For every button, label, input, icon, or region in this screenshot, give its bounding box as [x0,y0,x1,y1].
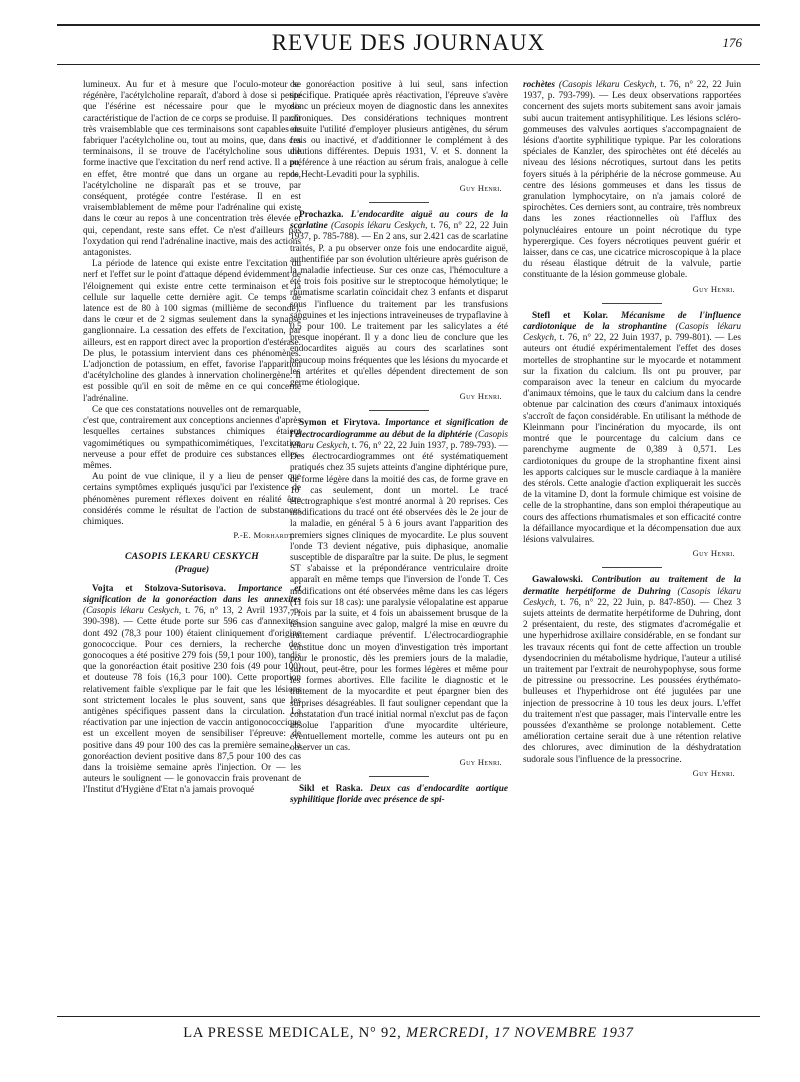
separator [602,303,662,304]
signature: Guy Henri. [692,283,735,294]
article-body: — En 2 ans, sur 2.421 cas de scarlatine traités, P. a pu observer onze fois une endocardite aiguë, authentifiée par son évolution ultérieure après guérison de la maladie infectieuse. Sur ces onze cas, l'hémoculture a été trois fois positive sur le streptocoque hémolytique; le rhumatisme scarlatin coïncidait chez 3 enfants et disparut sous l'influence du traitement par les transfusions sanguines et les injections intraveineuses de trypaflavine à 0,5 pour 100. Le traitement par les salicylates a été presque inopérant. Il y a donc lieu de conclure que les endocardites aiguës au cours des scarlatines sont beaucoup moins fréquentes que les lésions du myocarde et les artérites et qu'elles dépendent directement de son germe étiologique. [290,232,508,389]
article-authors: Stefl et Kolar. [532,310,609,321]
top-rule [57,24,760,26]
header-rule [57,64,760,65]
signature: Guy Henri. [692,548,735,559]
page-footer [57,1025,760,1042]
signature: P.-E. Morhardt. [233,530,295,541]
article-sikl [290,784,508,806]
article-prochazka [290,210,508,389]
article-body: — Chez 3 sujets atteints de dermatite herpétiforme de Duhring, dont 2 présentaient, du reste, des stigmates d'acromégalie et une hyperhidrose axillaire considérable, en se fondant sur les travaux récents qui font de cette affection un trouble dysendocrinien du métabolisme hydrique, l'auteur a utilisé un traitement par l'extrait de neurohypophyse, sous forme de pitressine ou pressocrine. Les poussées érythémato-bulleuses et l'hyperhidrose ont été jugulées par une injection de pressocrine à 10 tous les deux jours. L'effet du traitement n'est que passager, mais l'intervalle entre les poussées d'exanthème se prolonge notablement. Cette amélioration certaine serait due à une rétention relative des chlorures, avec diminution de la déshydratation sudorale sous l'influence de la pressocrine. [523,597,742,765]
paragraph: La période de latence qui existe entre l'excitation du nerf et l'effet sur le point d'attaque dépend évidemment de l'éloignement qui existe entre cette terminaison et la cellule sur laquelle cette dernière agit. Ce temps de latence est de 80 à 100 sigmas (millième de seconde), dans le cœur et de 2 sigmas seulement dans la synapse ganglionnaire. La cessation des effets de l'excitation, par ailleurs, est en rapport direct avec la proportion d'estérase. De plus, le potassium intervient dans ces phénomènes. L'adjonction de potassium, en effet, favorise l'apparition d'acétylcholine des glandes à innervation cholinergène. Il est possible qu'il en soit de même en ce qui concerne l'adrénaline. [83,259,301,404]
article-authors: Vojta et Stolzova-Sutorisova. [92,583,226,594]
footer-date: MERCREDI, 17 NOVEMBRE 1937 [406,1025,634,1041]
article-body: — Les deux observations rapportées concernent des sujets morts subitement sans avoir jamais subi aucun traitement antisyphilitique. Les lésions scléro-gommeuses des valvules aortiques s'accompagnaient de lésions d'aortite syphilitique typique. Par les colorations spéciales de Kanzler, des spirochètes ont été décelés au niveau des lésions nécrotiques, surtout dans les petits foyers situés à la périphérie de la nécrose gommeuse. Au centre des lésions gommeuses et dans les tissus de granulation lymphocytaire, on n'a jamais coloré de spirochètes. Ces derniers sont, au contraire, très nombreux dans les zones réactionnelles où l'afflux des polynucléaires entoure un point nécrotique du type hyperergique. Ces foyers nécrotiques peuvent guérir et laisser, dans ce cas, une cicatrice microscopique à la place du réseau élastique détruit de la valvule, partie constituante de la lésion gommeuse globale. [523,91,741,281]
article-title: Contribution au traitement de la dermatite herpétiforme de Duhring [523,575,741,597]
separator [602,567,662,568]
paragraph: lumineux. Au fur et à mesure que l'oculo-moteur se régénère, l'acétylcholine reparaît, d'abord à dose si petite que l'ésérine est nécessaire pour que le myosis caractéristique de l'action de ce corps se produise. Il paraît très vraisemblable que ces terminaisons sont capables de fabriquer l'acétylcholine ou, tout au moins, que, dans ces terminaisons, il se trouve de l'acétylcholine sous une forme inactive que l'excitation du nerf rend active. Il a pu, en effet, être montré que dans un organe au repos, l'acétylcholine ne disparaît pas et se trouve, par conséquent, protégée contre l'estérase. Il en est vraisemblablement de même pour l'adrénaline qui existe dans le cœur au repos à une concentration très élevée et qui, cependant, reste sans effet. Ce n'est d'ailleurs pas l'oxydation qui rend l'adrénaline inactive, mais des actions antagonistes. [83,80,301,259]
article-gawalowski [523,575,741,765]
article-body: — Cette étude porte sur 596 cas d'annexites, dont 492 (78,3 pour 100) étaient cliniquement d'origine gonococcique. Pour ces derniers, la recherche des gonocoques a été positive 279 fois (59,1 pour 100), tandis que la gonoréaction était positive 230 fois (49 pour 100) et douteuse 78 fois (16,3 pour 100). Cette proportion relativement faible s'explique par le fait que les lésions sont strictement locales le plus souvent, sans que les antigènes spécifiques passent dans la circulation. La réactivation par une injection de vaccin antigonococcique est un excellent moyen de sensibiliser l'épreuve: de positive dans 49 pour 100 des cas la première semaine, la gonoréaction devient positive dans 87,5 pour 100 des cas dans la troisième semaine après l'injection. Or — les auteurs le soulignent — le gonovaccin frais provenant de l'Institut d'Hygiène d'Etat n'a jamais provoqué [83,617,301,796]
footer-issue: N° 92, [358,1025,402,1041]
article-title: Mécanisme de l'influence cardiotonique de la strophantine [523,310,742,333]
article-citation: (Casopis lékaru Ceskych, [330,221,428,232]
column-3 [523,80,741,787]
footer-rule [57,1016,760,1017]
article-authors: Prochazka. [299,210,344,221]
signature: Guy Henri. [459,182,502,193]
separator [369,776,429,777]
article-title: L'endocardite aiguë au cours de la scarlatine [290,210,508,232]
signature: Guy Henri. [692,767,735,778]
article-vojta [83,584,301,797]
article-title: rochètes [523,80,556,90]
article-authors: Sikl et Raska. [299,783,363,794]
article-citation: (Casopis lékaru Ceskych, [558,80,657,90]
section-place: (Prague) [174,564,210,575]
article-citation: (Casopis lékaru Ceskych, [290,429,509,451]
article-body: — Les auteurs ont étudié expérimentalement l'effet des doses mortelles de strophantine sur le myocarde et notamment sur la fixation du calcium. Ils ont pu prouver, par comparaison avec la teneur en calcium du myocarde d'animaux témoins, que le taux du calcium dans la cendre obtenue par calcination des cœurs d'animaux intoxiqués s'accroît de façon considérable. En utilisant la méthode de Kleinmann pour l'incinération du myocarde, ils ont montré que le pourcentage du calcium dans ce parenchyme augmente de 0,389 à 0,571. Les cardiotoniques du groupe de la strophantine fixent ainsi les apports calciques sur le muscle cardiaque à la manière des stérols. Cette analogie d'action expliquerait les succès de la vitamine D, dont la formule chimique est voisine de celle de la strophantine, dans son emploi thérapeutique au cours des affections rhumatismales et son efficacité contre la défaillance myocardique et la décompensation due aux lésions valvulaires. [523,333,742,545]
article-citation-rest: t. 76, n° 22, 22 Juin 1937, p. 785-788). [290,221,509,243]
signature: Guy Henri. [459,391,502,402]
article-citation-rest: t. 76, n° 22, 22 Juin 1937, p. 793-799). [523,80,742,102]
article-title: Importance et signification de la gonoréaction dans les annexites [83,583,301,605]
article-citation-rest: t. 76, n° 13, 2 Avril 1937, p. 390-398). [83,606,302,628]
separator [369,202,429,203]
article-authors: Symon et Firytova. [299,418,381,429]
article-citation-rest: t. 76, n° 22, 22 Juin 1937, p. 789-793). [351,440,497,451]
separator [369,410,429,411]
page-number: 176 [722,35,742,50]
article-citation: (Casopis lékaru Ceskych, [523,322,742,344]
article-title: Importance et signification de l'électrocardiogramme au début de la diphtérie [290,418,509,440]
column-1 [83,80,301,797]
article-citation: (Casopis lékaru Ceskych, [523,586,742,608]
article-symon [290,418,508,754]
article-citation-rest: t. 76, n° 22, 22 Juin 1937, p. 799-801). [559,333,712,344]
article-citation-rest: t. 76, n° 22, 22 Juin, p. 847-850). [560,597,696,608]
column-2 [290,80,508,806]
footer-publication: LA PRESSE MEDICALE, [183,1025,355,1041]
section-title: CASOPIS LEKARU CESKYCH [124,551,260,563]
article-title: Deux cas d'endocardite aortique syphilitique floride avec présence de spi- [290,783,508,805]
article-stefl [523,311,741,546]
journal-title: REVUE DES JOURNAUX [271,30,546,55]
paragraph: Ce que ces constatations nouvelles ont de remarquable, c'est que, contrairement aux conceptions anciennes d'après lesquelles certaines substances chimiques étaient vagomimétiques ou sympathicomimétiques, l'excitation nerveuse a pour effet de produire ces substances elles-mêmes. [83,404,301,471]
paragraph: de gonoréaction positive à lui seul, sans infection spécifique. Pratiquée après réactivation, l'épreuve s'avère donc un précieux moyen de diagnostic dans les annexites chroniques. Des considérations techniques montrent ensuite l'utilité d'employer plusieurs antigènes, du sérum frais ou inactivé, et d'additionner le complément à des dilutions différentes. Depuis 1931, V. et S. donnent la préférence à une réaction au sérum frais, analogue à celle de Hecht-Levaditi pour la syphilis. [290,80,508,180]
masthead [57,30,760,60]
article-citation: (Casopis lékaru Ceskych, [83,606,182,617]
article-body: — Des électrocardiogrammes ont été systématiquement pratiqués chez 35 sujets atteints d'angine diphtérique pure, de forme légère dans la moitié des cas, de forme grave en 10 cas seulement, dont un mortel. Le tracé électrographique s'est montré anormal à 20 reprises. Ces modifications du tracé ont été observées dès le 2e jour de la maladie, en général 5 à 6 jours avant l'apparition des premiers signes cliniques de myocardite. Le plus souvent l'onde T3 devient négative, puis diphasique, anomalie susceptible de disparaître par la suite. De plus, le segment ST s'abaisse et la prépondérance ventriculaire droite apparaît en même temps que l'inversion de l'onde T. Ces modifications ont été observées même dans les cas légers (11 fois sur 18 cas): une paralysie vélopalatine est apparue 7 fois par la suite, et 4 fois un abaissement brusque de la tension sanguine avec galop, malgré la mise en œuvre du traitement cardiaque préventif. L'électrocardiographie constitue donc un moyen d'investigation très important pour le pronostic, dès les premiers jours de la maladie, surtout, peut-être, pour les formes légères et même pour les formes abortives. Elle facilite le diagnostic et le traitement de la myocardite et peut épargner bien des surprises désagréables. Il faut souligner cependant que la constatation d'un tracé initial normal n'exclut pas de façon absolue l'apparition d'une myocardite ultérieure, éventuellement mortelle, comme les auteurs ont pu en observer un cas. [290,440,509,754]
article-sikl-continued [523,80,741,282]
signature: Guy Henri. [459,756,502,767]
paragraph: Au point de vue clinique, il y a lieu de penser que certains symptômes expliqués jusqu'ici par l'existence de phénomènes purement réflexes doivent en réalité être considérés comme le résultat de l'action de substances chimiques. [83,472,301,527]
article-authors: Gawalowski. [532,575,583,586]
